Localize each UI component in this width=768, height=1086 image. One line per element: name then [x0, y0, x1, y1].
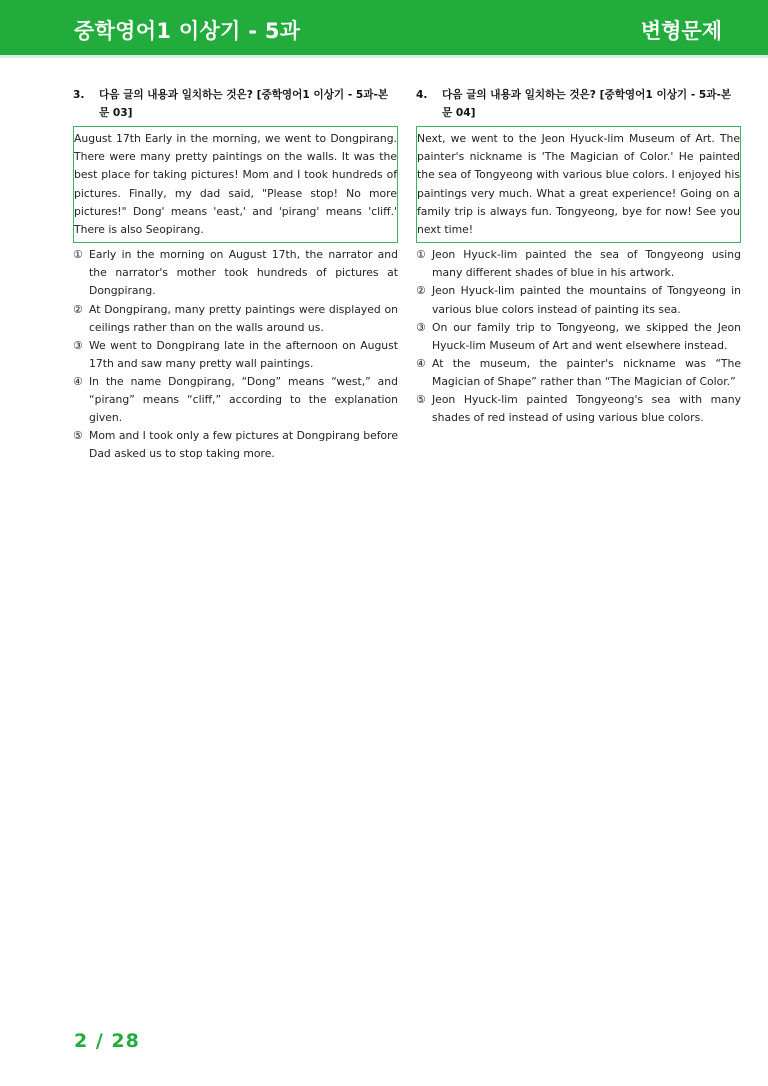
answer-option-2[interactable]: [73, 301, 398, 337]
option-marker: ⑤: [416, 392, 426, 406]
option-text: Jeon Hyuck-lim painted the mountains of Tongyeong in various blue colors instead of painting its sea.: [432, 284, 741, 316]
answer-option-4[interactable]: [73, 373, 398, 427]
answer-option-2[interactable]: [416, 282, 741, 318]
option-text: Mom and I took only a few pictures at Dongpirang before Dad asked us to stop taking more.: [89, 429, 398, 461]
passage-box: [416, 126, 741, 243]
option-text: Jeon Hyuck-lim painted Tongyeong's sea with many shades of red instead of using various blue colors.: [432, 392, 741, 425]
answer-option-5[interactable]: [73, 427, 398, 463]
question-prompt: 다음 글의 내용과 일치하는 것은? [중학영어1 이상기 - 5과-본문 03]: [99, 89, 389, 119]
passage-text: Next, we went to the Jeon Hyuck-lim Museum of Art. The painter's nickname is 'The Magician of Color.' He painted the sea of Tongyeong with various blue colors. I enjoyed his paintings very much. What a great experience! Going on a family trip is always fun. Tongyeong, bye for now! See you next time!: [417, 132, 740, 237]
answer-option-3[interactable]: [416, 319, 741, 355]
passage-box: [73, 126, 398, 243]
option-text: Jeon Hyuck-lim painted the sea of Tongyeong using many different shades of blue in his artwork.: [432, 248, 741, 280]
option-marker: ②: [73, 302, 83, 316]
question-4: [416, 86, 741, 427]
question-header: [73, 86, 398, 122]
section-label: 변형문제: [640, 19, 722, 43]
option-text: At the museum, the painter's nickname was “The Magician of Shape” rather than “The Magician of Color.”: [432, 356, 741, 388]
option-text: On our family trip to Tongyeong, we skipped the Jeon Hyuck-lim Museum of Art and went elsewhere instead.: [432, 320, 741, 352]
answer-option-3[interactable]: [73, 337, 398, 373]
answer-options: [73, 246, 398, 463]
option-text: Early in the morning on August 17th, the narrator and the narrator's mother took hundreds of pictures at Dongpirang.: [89, 248, 398, 298]
question-number: 4.: [416, 89, 428, 101]
answer-option-1[interactable]: [73, 246, 398, 300]
answer-option-1[interactable]: [416, 246, 741, 282]
question-number: 3.: [73, 89, 85, 101]
question-3: [73, 86, 398, 463]
option-text: We went to Dongpirang late in the afternoon on August 17th and saw many pretty wall paintings.: [89, 338, 398, 370]
option-marker: ③: [73, 338, 83, 352]
option-marker: ①: [416, 248, 426, 262]
answer-option-5[interactable]: [416, 391, 741, 427]
answer-options: [416, 246, 741, 427]
question-header: [416, 86, 741, 122]
option-text: In the name Dongpirang, “Dong” means “west,” and “pirang” means “cliff,” according to the explanation given.: [89, 374, 398, 425]
page-header: [0, 0, 768, 58]
question-prompt: 다음 글의 내용과 일치하는 것은? [중학영어1 이상기 - 5과-본문 04]: [442, 89, 732, 119]
option-marker: ④: [73, 374, 83, 388]
option-marker: ④: [416, 356, 426, 370]
answer-option-4[interactable]: [416, 355, 741, 391]
option-marker: ①: [73, 248, 83, 262]
option-marker: ③: [416, 320, 426, 334]
option-marker: ②: [416, 284, 426, 298]
page-number: 2 / 28: [74, 1030, 140, 1052]
option-marker: ⑤: [73, 429, 83, 443]
option-text: At Dongpirang, many pretty paintings were displayed on ceilings rather than on the walls around us.: [89, 302, 398, 334]
passage-text: August 17th Early in the morning, we went to Dongpirang. There were many pretty paintings on the walls. It was the best place for taking pictures! Mom and I took hundreds of pictures. Finally, my dad said, "Please stop! No more pictures!" Dong' means 'east,' and 'pirang' means 'cliff.' There is also Seopirang.: [74, 132, 397, 237]
page-title: 중학영어1 이상기 - 5과: [74, 19, 301, 43]
